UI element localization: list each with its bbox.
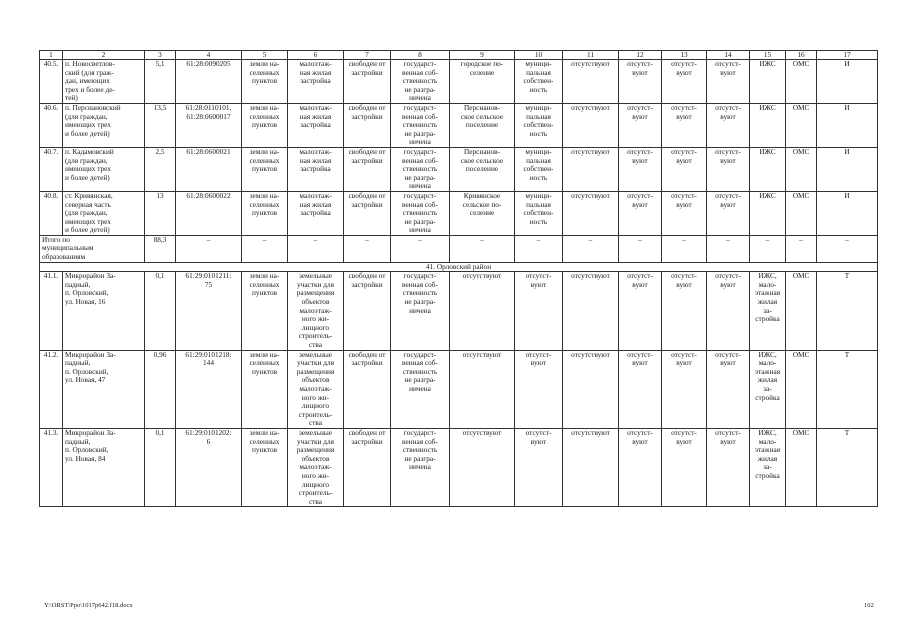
table-row [40, 60, 878, 104]
table-cell: 0,1 [145, 272, 176, 350]
table-cell: земли на- селенных пунктов [242, 103, 288, 147]
table-cell: ОМС [786, 103, 817, 147]
table-cell: отсутствуют [563, 428, 619, 506]
table-cell: ИЖС [750, 191, 786, 235]
column-number: 12 [619, 51, 662, 60]
table-cell: Микрорайон За- падный, п. Орловский, ул. Новая, 47 [63, 350, 145, 428]
table-cell: 61:29:0101218: 144 [176, 350, 242, 428]
table-cell: земельные участки для размещения объектов малоэтаж- ного жи- лищного строитель- ства [288, 428, 344, 506]
table-cell: государст- венная соб- ственность не разгра- ничена [391, 272, 450, 350]
column-number: 7 [344, 51, 391, 60]
column-number-row [40, 51, 878, 60]
table-cell: отсутст- вуют [707, 60, 750, 104]
table-cell: отсутст- вуют [619, 147, 662, 191]
table-cell: государст- венная соб- ственность не разгра- ничена [391, 191, 450, 235]
table-cell: ОМС [786, 60, 817, 104]
table-cell: Персианов- ское сельское поселение [450, 103, 515, 147]
table-cell: 0,96 [145, 350, 176, 428]
table-cell: ИЖС [750, 147, 786, 191]
table-cell: свободен от застройки [344, 60, 391, 104]
table-cell: свободен от застройки [344, 272, 391, 350]
table-cell: отсутст- вуют [707, 350, 750, 428]
table-cell: 41.1. [40, 272, 63, 350]
table-cell: муници- пальная собствен- ность [515, 103, 563, 147]
table-cell: отсутст- вуют [619, 350, 662, 428]
table-cell: отсутст- вуют [619, 103, 662, 147]
table-cell: отсутст- вуют [707, 103, 750, 147]
total-dash: – [750, 235, 786, 262]
table-cell: свободен от застройки [344, 428, 391, 506]
column-number: 4 [176, 51, 242, 60]
table-row [40, 103, 878, 147]
table-cell: отсутствуют [450, 272, 515, 350]
total-dash: – [450, 235, 515, 262]
table-cell: отсутст- вуют [662, 60, 707, 104]
total-dash: – [662, 235, 707, 262]
table-cell: отсутст- вуют [707, 147, 750, 191]
table-cell: малоэтаж- ная жилая застройка [288, 60, 344, 104]
table-cell: отсутствуют [450, 428, 515, 506]
table-cell: отсутствуют [563, 350, 619, 428]
total-dash: – [344, 235, 391, 262]
table-cell: 40.8. [40, 191, 63, 235]
table-cell: Т [817, 272, 878, 350]
table-cell: п. Персиановский (для граждан, имеющих трех и более детей) [63, 103, 145, 147]
table-cell: отсутст- вуют [619, 191, 662, 235]
table-row [40, 191, 878, 235]
table-cell: И [817, 60, 878, 104]
table-cell: земли на- селенных пунктов [242, 60, 288, 104]
table-cell: свободен от застройки [344, 350, 391, 428]
total-dash: – [817, 235, 878, 262]
table-cell: ИЖС, мало- этажная жилая за- стройка [750, 350, 786, 428]
table-cell: 61:28:0600022 [176, 191, 242, 235]
total-dash: – [707, 235, 750, 262]
column-number: 10 [515, 51, 563, 60]
total-value: 88,3 [145, 235, 176, 262]
table-cell: отсутст- вуют [707, 272, 750, 350]
column-number: 14 [707, 51, 750, 60]
table-cell: 41.3. [40, 428, 63, 506]
table-cell: 5,1 [145, 60, 176, 104]
table-cell: малоэтаж- ная жилая застройка [288, 103, 344, 147]
table-cell: 61:28:0600021 [176, 147, 242, 191]
table-cell: 61:29:0101211: 75 [176, 272, 242, 350]
table-cell: отсутст- вуют [662, 103, 707, 147]
table-cell: ст. Кривянская, северная часть (для граждан, имеющих трех и более детей) [63, 191, 145, 235]
table-cell: Т [817, 428, 878, 506]
table-cell: 40.5. [40, 60, 63, 104]
total-dash: – [288, 235, 344, 262]
table-cell: государст- венная соб- ственность не разгра- ничена [391, 147, 450, 191]
section-row [40, 262, 878, 272]
table-cell: городское по- селение [450, 60, 515, 104]
table-cell: Кривянское сельское по- селение [450, 191, 515, 235]
column-number: 9 [450, 51, 515, 60]
table-cell: свободен от застройки [344, 191, 391, 235]
table-cell: отсутствуют [563, 60, 619, 104]
table-cell: государст- венная соб- ственность не разгра- ничена [391, 350, 450, 428]
table-row [40, 350, 878, 428]
table-cell: отсутствуют [563, 191, 619, 235]
table-cell: свободен от застройки [344, 103, 391, 147]
table-cell: земельные участки для размещения объектов малоэтаж- ного жи- лищного строитель- ства [288, 350, 344, 428]
table-cell: малоэтаж- ная жилая застройка [288, 147, 344, 191]
land-plots-table [39, 50, 878, 507]
total-label: Итого по муниципальным образованиям [40, 235, 145, 262]
column-number: 3 [145, 51, 176, 60]
table-cell: государст- венная соб- ственность не разгра- ничена [391, 103, 450, 147]
table-cell: Микрорайон За- падный, п. Орловский, ул. Новая, 16 [63, 272, 145, 350]
table-row [40, 428, 878, 506]
table-cell: муници- пальная собствен- ность [515, 191, 563, 235]
table-cell: земли на- селенных пунктов [242, 428, 288, 506]
footer-file-path: Y:\ORST\Ppo\1017p642.f18.docx [44, 602, 133, 609]
table-cell: ИЖС, мало- этажная жилая за- стройка [750, 428, 786, 506]
table-cell: отсутст- вуют [662, 272, 707, 350]
table-cell: ОМС [786, 191, 817, 235]
total-dash: – [619, 235, 662, 262]
table-cell: отсутст- вуют [515, 428, 563, 506]
table-cell: И [817, 191, 878, 235]
table-cell: отсутст- вуют [619, 428, 662, 506]
column-number: 5 [242, 51, 288, 60]
table-cell: 61:28:0090205 [176, 60, 242, 104]
table-cell: 40.7. [40, 147, 63, 191]
table-cell: 13,5 [145, 103, 176, 147]
total-dash: – [786, 235, 817, 262]
column-number: 11 [563, 51, 619, 60]
column-number: 17 [817, 51, 878, 60]
total-dash: – [242, 235, 288, 262]
table-cell: государст- венная соб- ственность не разгра- ничена [391, 428, 450, 506]
column-number: 1 [40, 51, 63, 60]
table-cell: отсутст- вуют [707, 428, 750, 506]
column-number: 13 [662, 51, 707, 60]
table-cell: 61:29:0101202: 6 [176, 428, 242, 506]
table-cell: 2,5 [145, 147, 176, 191]
table-row [40, 147, 878, 191]
table-cell: ИЖС [750, 103, 786, 147]
table-cell: 0,1 [145, 428, 176, 506]
table-cell: отсутст- вуют [515, 272, 563, 350]
table-cell: Т [817, 350, 878, 428]
table-cell: ОМС [786, 272, 817, 350]
total-dash: – [563, 235, 619, 262]
table-cell: И [817, 103, 878, 147]
table-cell: земельные участки для размещения объектов малоэтаж- ного жи- лищного строитель- ства [288, 272, 344, 350]
table-cell: малоэтаж- ная жилая застройка [288, 191, 344, 235]
total-dash: – [176, 235, 242, 262]
total-dash: – [515, 235, 563, 262]
table-cell: И [817, 147, 878, 191]
table-cell: государст- венная соб- ственность не разгра- ничена [391, 60, 450, 104]
table-cell: 61:28:0110101, 61:28:0600017 [176, 103, 242, 147]
table-cell: отсутствуют [450, 350, 515, 428]
total-dash: – [391, 235, 450, 262]
column-number: 6 [288, 51, 344, 60]
table-cell: п. Кадамовский (для граждан, имеющих трех и более детей) [63, 147, 145, 191]
table-cell: земли на- селенных пунктов [242, 147, 288, 191]
total-row [40, 235, 878, 262]
column-number: 2 [63, 51, 145, 60]
table-cell: земли на- селенных пунктов [242, 191, 288, 235]
table-cell: отсутст- вуют [515, 350, 563, 428]
table-cell: отсутст- вуют [662, 191, 707, 235]
table-cell: земли на- селенных пунктов [242, 272, 288, 350]
table-cell: ОМС [786, 350, 817, 428]
table-cell: отсутствуют [563, 103, 619, 147]
table-cell: земли на- селенных пунктов [242, 350, 288, 428]
column-number: 8 [391, 51, 450, 60]
table-cell: отсутст- вуют [662, 428, 707, 506]
table-cell: 13 [145, 191, 176, 235]
table-cell: муници- пальная собствен- ность [515, 147, 563, 191]
table-cell: отсутст- вуют [619, 60, 662, 104]
column-number: 16 [786, 51, 817, 60]
table-cell: 40.6. [40, 103, 63, 147]
table-cell: ОМС [786, 147, 817, 191]
table-cell: отсутст- вуют [619, 272, 662, 350]
table-cell: ИЖС, мало- этажная жилая за- стройка [750, 272, 786, 350]
table-cell: ИЖС [750, 60, 786, 104]
table-cell: отсутствуют [563, 272, 619, 350]
page-number: 102 [864, 602, 874, 609]
table-cell: 41.2. [40, 350, 63, 428]
table-cell: муници- пальная собствен- ность [515, 60, 563, 104]
table-cell: Микрорайон За- падный, п. Орловский, ул. Новая, 84 [63, 428, 145, 506]
table-cell: отсутст- вуют [662, 147, 707, 191]
table-cell: п. Новосветлов- ский (для граж- дан, имеющих трех и более де- тей) [63, 60, 145, 104]
table-cell: Персианов- ское сельское поселение [450, 147, 515, 191]
table-cell: отсутст- вуют [707, 191, 750, 235]
section-title: 41. Орловский район [40, 262, 878, 272]
column-number: 15 [750, 51, 786, 60]
table-cell: отсутствуют [563, 147, 619, 191]
table-cell: отсутст- вуют [662, 350, 707, 428]
table-cell: свободен от застройки [344, 147, 391, 191]
table-cell: ОМС [786, 428, 817, 506]
table-row [40, 272, 878, 350]
